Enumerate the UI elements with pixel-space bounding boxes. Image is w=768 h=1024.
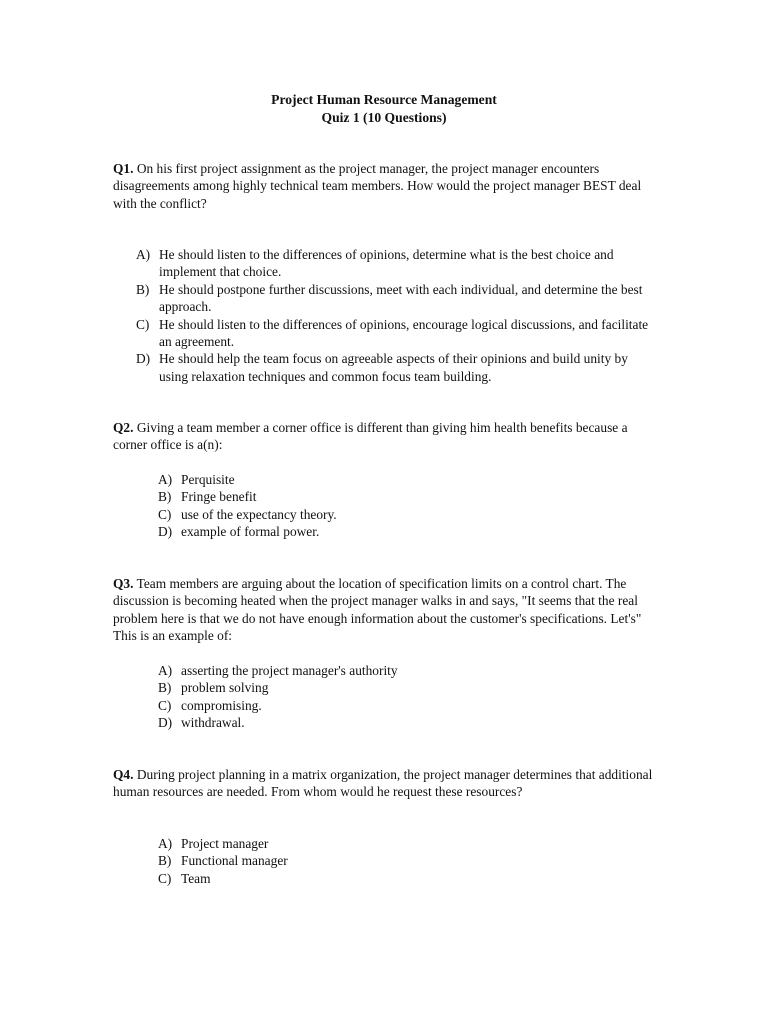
option-letter: B) [158, 853, 172, 869]
question-3 [113, 575, 658, 645]
question-number: Q1. [113, 161, 134, 176]
option-text: Fringe benefit [181, 489, 257, 505]
question-3-options [158, 662, 578, 732]
question-number: Q4. [113, 767, 134, 782]
option-text: example of formal power. [181, 524, 320, 540]
option-c [158, 697, 578, 714]
question-4 [113, 766, 658, 801]
option-letter: B) [158, 489, 172, 505]
option-text: He should listen to the differences of opinions, determine what is the best choice and implement that choice. [159, 247, 614, 280]
option-c [158, 506, 578, 523]
option-letter: C) [158, 506, 172, 522]
option-letter: A) [136, 247, 151, 262]
option-text: withdrawal. [181, 715, 245, 731]
question-number: Q2. [113, 420, 134, 435]
option-letter: A) [158, 663, 173, 678]
option-b [158, 852, 578, 869]
title-line-1: Project Human Resource Management [271, 92, 497, 107]
question-text: Giving a team member a corner office is different than giving him health benefits because a corner office is a(n): [113, 420, 628, 453]
option-a [136, 246, 656, 281]
question-1-options [136, 246, 656, 385]
option-c [158, 870, 578, 887]
option-letter: A) [158, 472, 173, 487]
option-letter: A) [158, 836, 173, 851]
option-letter: C) [158, 697, 172, 713]
option-text: He should postpone further discussions, meet with each individual, and determine the best approach. [159, 281, 643, 315]
option-letter: D) [158, 524, 173, 540]
option-text: problem solving [181, 680, 269, 696]
option-c [136, 316, 656, 351]
option-text: Functional manager [181, 853, 288, 869]
option-text: compromising. [181, 697, 262, 713]
question-text: On his first project assignment as the project manager, the project manager encounters disagreements among highly technical team members. How would the project manager BEST deal with the conflict? [113, 161, 642, 211]
option-d [158, 523, 578, 540]
option-text: Project manager [181, 836, 269, 851]
option-letter: C) [136, 316, 150, 332]
option-letter: C) [158, 870, 172, 886]
question-text: During project planning in a matrix organization, the project manager determines that additional human resources are needed. From whom would he request these resources? [113, 767, 653, 800]
option-text: Team [181, 870, 211, 886]
question-1 [113, 160, 658, 212]
document-title [0, 91, 768, 127]
title-line-2: Quiz 1 (10 Questions) [321, 110, 447, 125]
option-a [158, 662, 578, 679]
option-d [136, 350, 656, 385]
question-text: Team members are arguing about the location of specification limits on a control chart. The discussion is becoming heated when the project manager walks in and says, "It seems that the real problem here is that we do not have enough information about the customer's specifications. Let's" This is an example of: [113, 576, 642, 644]
question-2-options [158, 471, 578, 541]
option-letter: B) [158, 680, 172, 696]
question-4-options [158, 835, 578, 887]
question-2 [113, 419, 658, 454]
option-d [158, 714, 578, 731]
option-text: He should listen to the differences of opinions, encourage logical discussions, and facilitate an agreement. [159, 316, 649, 350]
option-letter: D) [136, 351, 151, 367]
question-number: Q3. [113, 576, 134, 591]
option-text: Perquisite [181, 472, 235, 487]
option-a [158, 835, 578, 852]
option-letter: B) [136, 281, 150, 297]
option-a [158, 471, 578, 488]
option-text: He should help the team focus on agreeable aspects of their opinions and build unity by using relaxation techniques and common focus team building. [159, 351, 628, 384]
option-b [158, 679, 578, 696]
option-text: use of the expectancy theory. [181, 506, 337, 522]
option-b [136, 281, 656, 316]
option-text: asserting the project manager's authority [181, 663, 398, 678]
option-letter: D) [158, 715, 173, 731]
option-b [158, 488, 578, 505]
